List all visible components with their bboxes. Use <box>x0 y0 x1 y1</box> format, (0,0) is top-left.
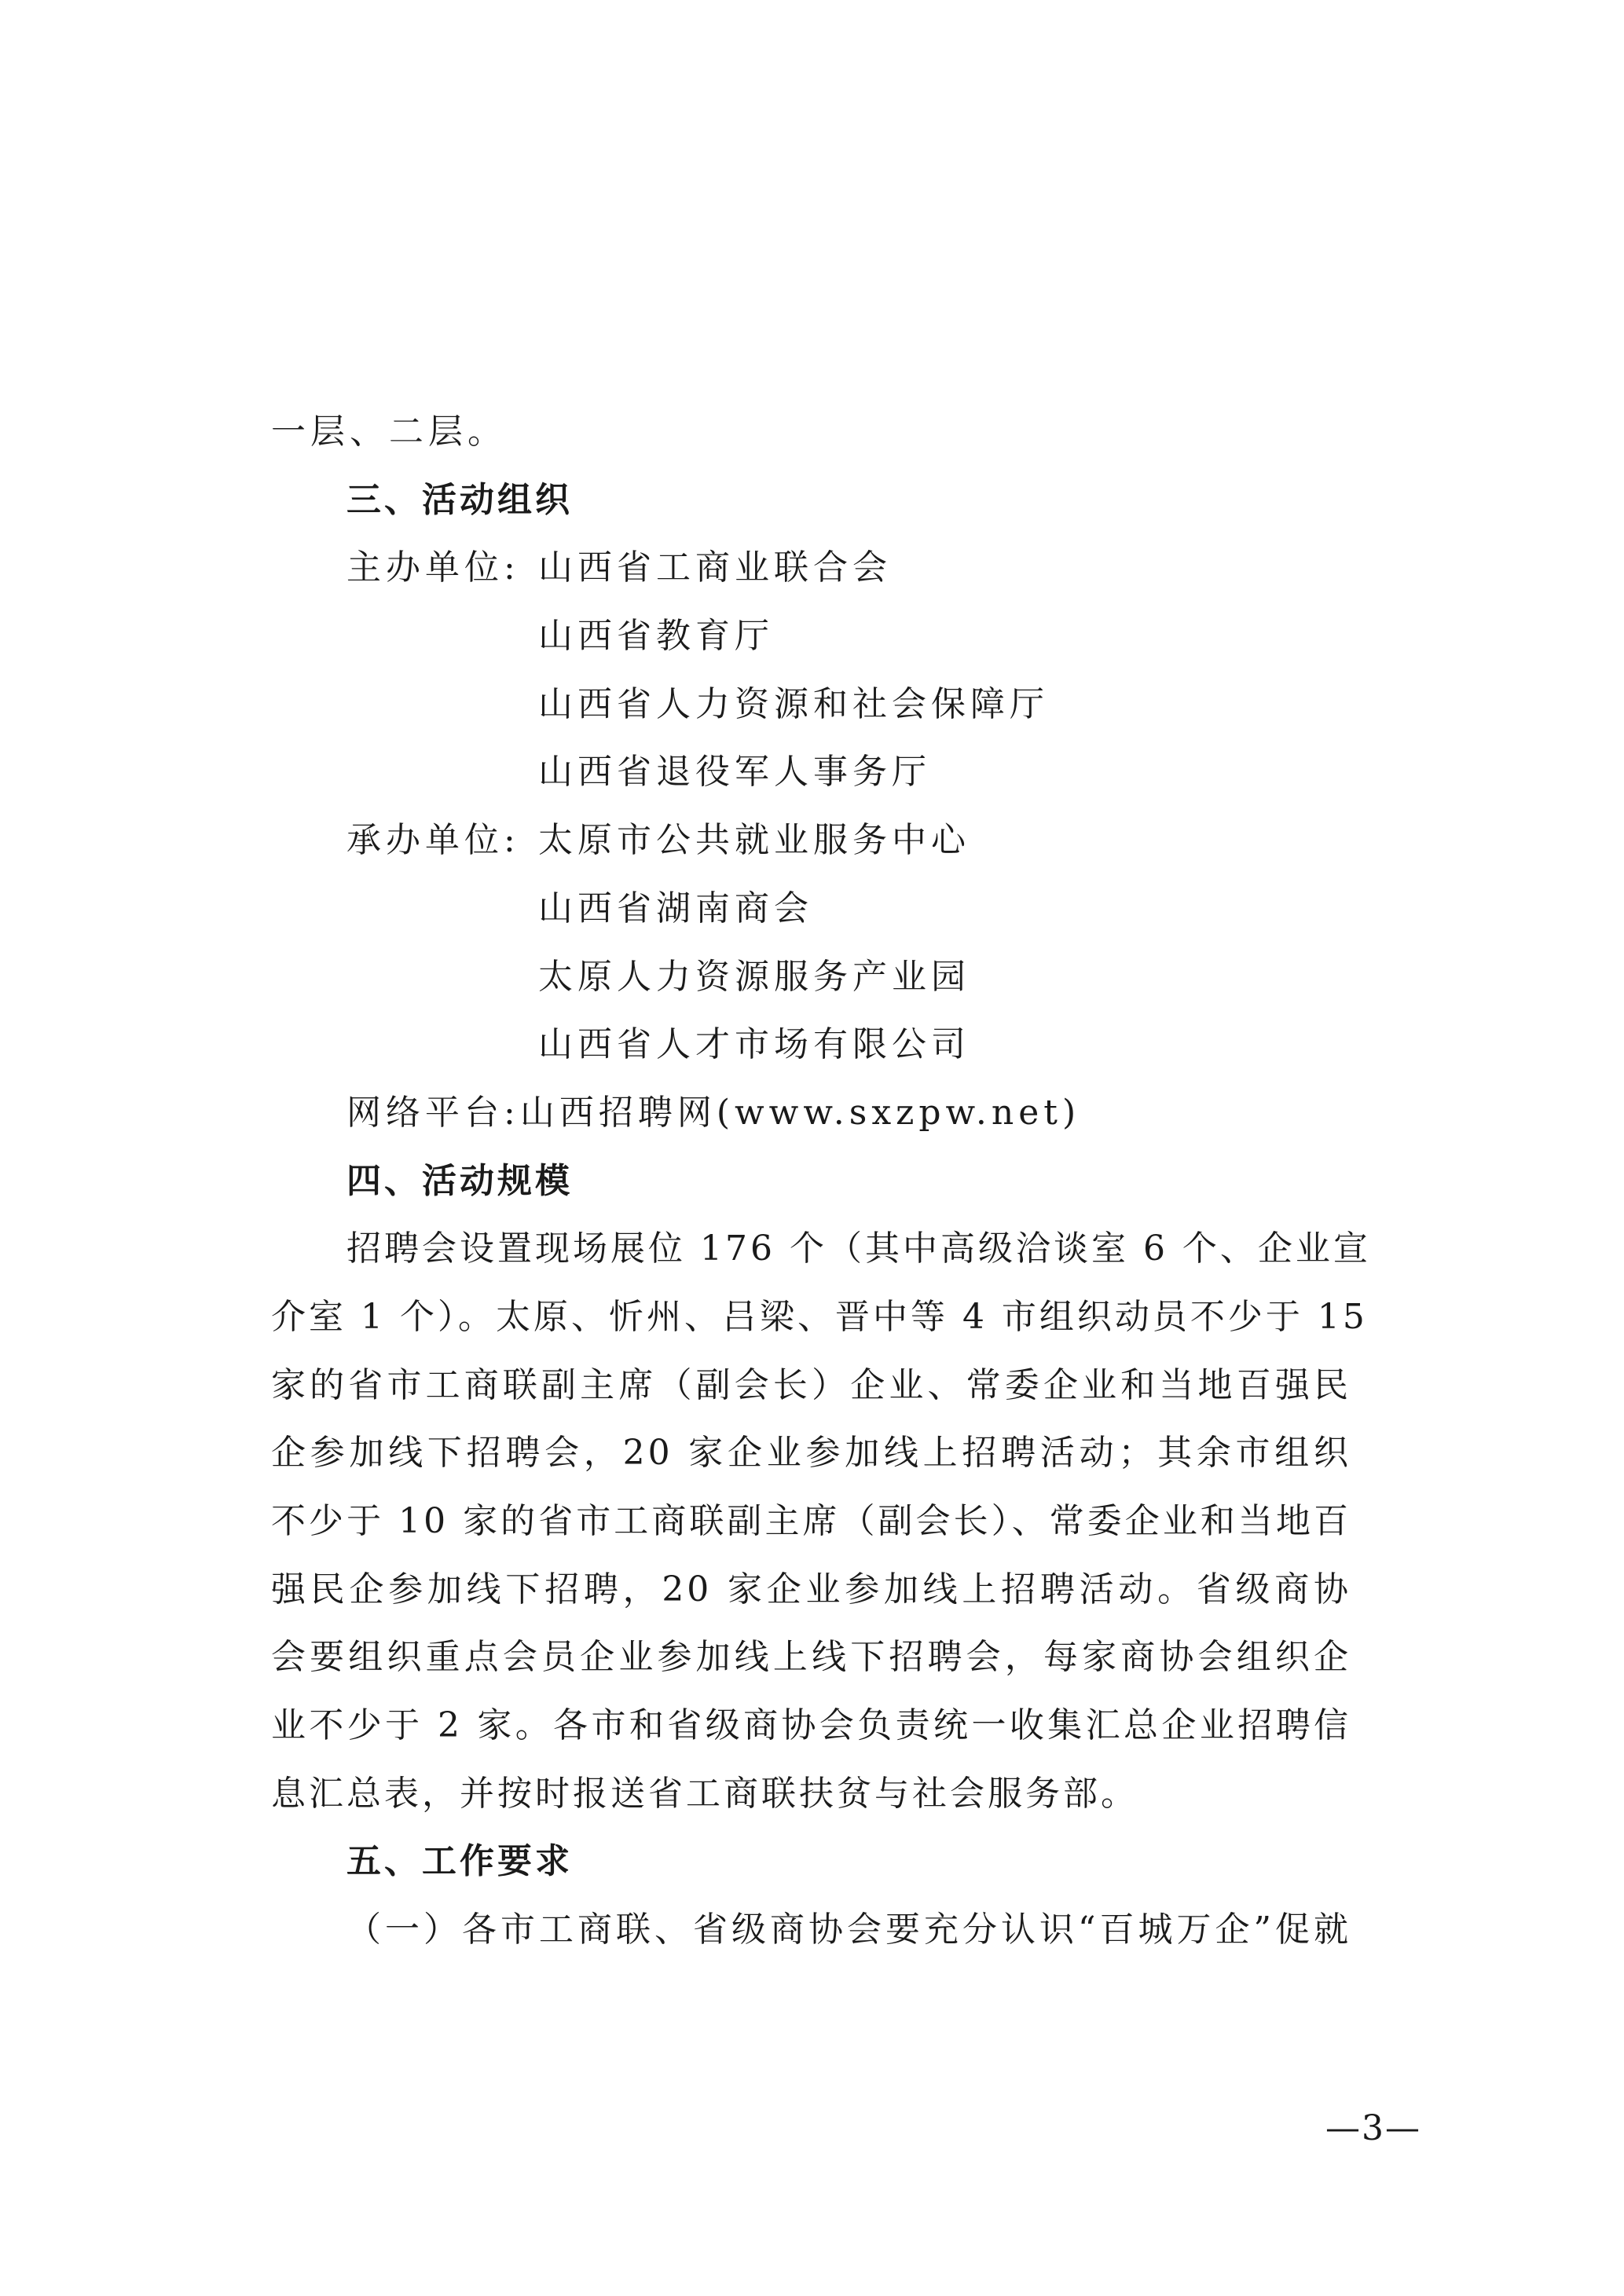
organizer-unit-item: 山西省人才市场有限公司 <box>538 1024 970 1065</box>
section-heading-organization: 三、活动组织 <box>346 479 573 520</box>
requirements-paragraph-line: （一）各市工商联、省级商协会要充分认识“百城万企”促就 <box>346 1910 1351 1950</box>
organizer-unit-item: 山西省湖南商会 <box>538 888 813 928</box>
host-units-label: 主办单位: <box>346 547 520 588</box>
document-body <box>271 398 1371 1965</box>
organizer-unit-item: 太原市公共就业服务中心 <box>538 820 970 861</box>
organizer-unit-item: 太原人力资源服务产业园 <box>538 956 970 997</box>
host-unit-item: 山西省工商业联合会 <box>538 547 892 588</box>
scale-paragraph-line: 介室 1 个）。太原、忻州、吕梁、晋中等 4 市组织动员不少于 15 <box>271 1296 1368 1337</box>
continuation-line: 一层、二层。 <box>271 412 507 452</box>
page-number: —3— <box>1325 2108 1421 2148</box>
scale-paragraph-line: 不少于 10 家的省市工商联副主席（副会长）、常委企业和当地百 <box>271 1501 1351 1541</box>
scale-paragraph-line: 息汇总表，并按时报送省工商联扶贫与社会服务部。 <box>271 1773 1138 1814</box>
section-heading-scale: 四、活动规模 <box>346 1160 573 1201</box>
organizer-units-label: 承办单位: <box>346 820 520 861</box>
scale-paragraph-line: 强民企参加线下招聘，20 家企业参加线上招聘活动。省级商协 <box>271 1569 1351 1609</box>
scale-paragraph-line: 业不少于 2 家。各市和省级商协会负责统一收集汇总企业招聘信 <box>271 1705 1351 1746</box>
scale-paragraph-line: 会要组织重点会员企业参加线上线下招聘会，每家商协会组织企 <box>271 1637 1351 1678</box>
online-platform-line: 网络平台:山西招聘网(www.sxzpw.net) <box>346 1092 1081 1133</box>
host-unit-item: 山西省人力资源和社会保障厅 <box>538 683 1049 724</box>
host-unit-item: 山西省教育厅 <box>538 616 774 657</box>
scale-paragraph-line: 家的省市工商联副主席（副会长）企业、常委企业和当地百强民 <box>271 1364 1351 1405</box>
scale-paragraph-line: 企参加线下招聘会，20 家企业参加线上招聘活动；其余市组织 <box>271 1433 1351 1474</box>
host-unit-item: 山西省退役军人事务厅 <box>538 752 931 793</box>
host-units-row <box>271 534 1351 602</box>
scale-paragraph-line: 招聘会设置现场展位 176 个（其中高级洽谈室 6 个、企业宣 <box>346 1229 1371 1269</box>
section-heading-requirements: 五、工作要求 <box>346 1841 573 1882</box>
organizer-units-row <box>271 807 1351 875</box>
